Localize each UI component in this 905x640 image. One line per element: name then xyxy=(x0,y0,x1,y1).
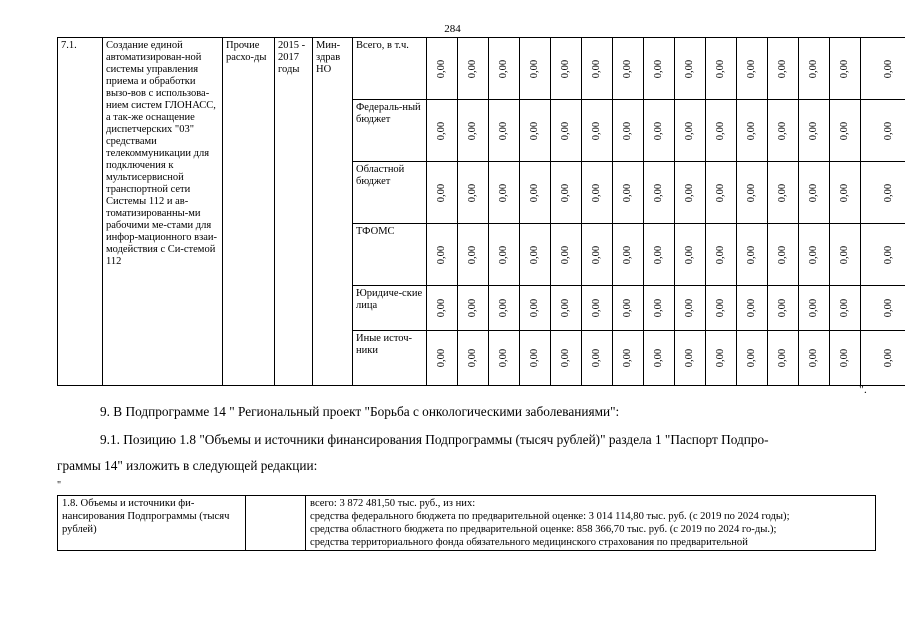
value-cell xyxy=(706,100,737,162)
value-cell xyxy=(644,38,675,100)
value-text: 0,00 xyxy=(715,59,726,78)
value-cell xyxy=(799,38,830,100)
value-cell xyxy=(582,100,613,162)
value-text: 0,00 xyxy=(883,121,895,140)
value-text: 0,00 xyxy=(498,348,509,368)
value-cell xyxy=(520,162,551,224)
value-cell xyxy=(427,286,458,331)
value-text: 0,00 xyxy=(436,298,447,318)
value-cell xyxy=(830,286,861,331)
value-cell xyxy=(520,224,551,286)
value-text: 0,00 xyxy=(653,59,664,78)
value-cell xyxy=(458,38,489,100)
value-cell xyxy=(582,38,613,100)
value-text: 0,00 xyxy=(591,59,602,78)
value-text: 0,00 xyxy=(883,59,895,78)
value-text: 0,00 xyxy=(560,348,571,368)
executor-cell: Мин-здрав НО xyxy=(313,38,353,386)
paragraph-9: 9. В Подпрограмме 14 " Региональный проект "Борьба с онкологическими заболеваниями": xyxy=(100,404,620,419)
value-text: 0,00 xyxy=(808,245,819,264)
value-text: 0,00 xyxy=(622,298,633,318)
value-cell xyxy=(458,100,489,162)
value-text: 0,00 xyxy=(808,121,819,140)
source-cell: Областной бюджет xyxy=(353,162,427,224)
passport-empty-cell xyxy=(246,496,306,551)
value-text: 0,00 xyxy=(622,59,633,78)
value-cell xyxy=(644,100,675,162)
passport-line: средства федерального бюджета по предварительной оценке: 3 014 114,80 тыс. руб. (с 2019 по 2024 годы); xyxy=(310,511,790,522)
source-cell: ТФОМС xyxy=(353,224,427,286)
value-text: 0,00 xyxy=(839,183,850,202)
value-text: 0,00 xyxy=(467,348,478,368)
value-text: 0,00 xyxy=(684,183,695,202)
value-cell xyxy=(830,38,861,100)
value-cell xyxy=(551,38,582,100)
value-text: 0,00 xyxy=(777,298,788,318)
value-cell xyxy=(489,331,520,386)
value-text: 0,00 xyxy=(653,183,664,202)
value-cell xyxy=(861,286,905,331)
value-text: 0,00 xyxy=(883,183,895,202)
value-cell xyxy=(768,162,799,224)
passport-line: всего: 3 872 481,50 тыс. руб., из них: xyxy=(310,498,476,509)
value-text: 0,00 xyxy=(746,183,757,202)
value-text: 0,00 xyxy=(746,59,757,78)
value-cell xyxy=(675,100,706,162)
value-cell xyxy=(551,100,582,162)
value-text: 0,00 xyxy=(436,59,447,78)
value-text: 0,00 xyxy=(591,348,602,368)
value-text: 0,00 xyxy=(777,59,788,78)
value-text: 0,00 xyxy=(436,245,447,264)
value-cell xyxy=(675,38,706,100)
value-text: 0,00 xyxy=(529,183,540,202)
value-cell xyxy=(520,38,551,100)
value-cell xyxy=(458,224,489,286)
value-text: 0,00 xyxy=(715,348,726,368)
value-cell xyxy=(830,331,861,386)
value-text: 0,00 xyxy=(839,121,850,140)
value-cell xyxy=(551,331,582,386)
value-text: 0,00 xyxy=(591,121,602,140)
value-cell xyxy=(861,38,905,100)
value-text: 0,00 xyxy=(436,183,447,202)
value-cell xyxy=(458,162,489,224)
value-cell xyxy=(861,100,905,162)
value-cell xyxy=(830,224,861,286)
value-text: 0,00 xyxy=(883,245,895,264)
value-cell xyxy=(768,224,799,286)
value-cell xyxy=(799,100,830,162)
value-cell xyxy=(706,224,737,286)
value-text: 0,00 xyxy=(684,245,695,264)
value-cell xyxy=(520,100,551,162)
value-text: 0,00 xyxy=(808,298,819,318)
value-text: 0,00 xyxy=(715,121,726,140)
value-text: 0,00 xyxy=(653,298,664,318)
value-cell xyxy=(799,286,830,331)
value-text: 0,00 xyxy=(883,348,895,368)
value-cell xyxy=(582,162,613,224)
value-text: 0,00 xyxy=(560,245,571,264)
value-cell xyxy=(737,162,768,224)
value-text: 0,00 xyxy=(777,183,788,202)
value-text: 0,00 xyxy=(591,298,602,318)
value-text: 0,00 xyxy=(777,348,788,368)
value-text: 0,00 xyxy=(808,348,819,368)
value-text: 0,00 xyxy=(883,298,895,318)
value-cell xyxy=(706,286,737,331)
value-text: 0,00 xyxy=(560,298,571,318)
value-text: 0,00 xyxy=(467,121,478,140)
value-cell xyxy=(644,286,675,331)
paragraph-9-1-line2: граммы 14" изложить в следующей редакции: xyxy=(57,458,318,473)
expense-type-cell: Прочие расхо-ды xyxy=(223,38,275,386)
passport-line: средства территориального фонда обязательного медицинского страхования по предварительной xyxy=(310,537,748,548)
value-cell xyxy=(582,224,613,286)
value-text: 0,00 xyxy=(591,183,602,202)
value-text: 0,00 xyxy=(560,121,571,140)
value-cell xyxy=(613,162,644,224)
value-text: 0,00 xyxy=(777,245,788,264)
opening-quote: " xyxy=(57,480,62,491)
value-cell xyxy=(861,162,905,224)
value-text: 0,00 xyxy=(839,245,850,264)
financing-table xyxy=(57,37,905,386)
value-text: 0,00 xyxy=(529,348,540,368)
value-cell xyxy=(799,224,830,286)
source-cell: Юридиче-ские лица xyxy=(353,286,427,331)
value-text: 0,00 xyxy=(622,348,633,368)
value-cell xyxy=(582,331,613,386)
value-cell xyxy=(830,100,861,162)
passport-value xyxy=(306,496,876,551)
value-cell xyxy=(613,224,644,286)
value-text: 0,00 xyxy=(746,121,757,140)
value-text: 0,00 xyxy=(498,59,509,78)
source-cell: Всего, в т.ч. xyxy=(353,38,427,100)
value-text: 0,00 xyxy=(622,245,633,264)
value-text: 0,00 xyxy=(529,298,540,318)
value-cell xyxy=(861,224,905,286)
value-text: 0,00 xyxy=(839,348,850,368)
value-cell xyxy=(582,286,613,331)
value-cell xyxy=(768,38,799,100)
row-number-cell: 7.1. xyxy=(58,38,103,386)
description-cell: Создание единой автоматизирован-ной системы управления приема и обработки вызо-вов с использова-нием систем ГЛОНАСС, а так-же оснащение диспетчерских "03" средствами телекоммуникации для подключения к мультисервисной транспортной сети Системы 112 и ав-томатизированны-ми рабочими ме-стами для инфор-мационного взаи-модействия с Си-стемой 112 xyxy=(103,38,223,386)
value-text: 0,00 xyxy=(498,298,509,318)
value-text: 0,00 xyxy=(839,298,850,318)
value-cell xyxy=(427,331,458,386)
value-cell xyxy=(644,224,675,286)
value-cell xyxy=(706,38,737,100)
value-text: 0,00 xyxy=(622,121,633,140)
value-text: 0,00 xyxy=(808,183,819,202)
value-cell xyxy=(489,224,520,286)
value-cell xyxy=(737,331,768,386)
value-text: 0,00 xyxy=(498,183,509,202)
value-cell xyxy=(737,286,768,331)
value-text: 0,00 xyxy=(653,121,664,140)
value-cell xyxy=(644,162,675,224)
table-row xyxy=(58,38,905,100)
source-cell: Федераль-ный бюджет xyxy=(353,100,427,162)
value-cell xyxy=(427,162,458,224)
value-cell xyxy=(427,38,458,100)
value-text: 0,00 xyxy=(684,59,695,78)
value-text: 0,00 xyxy=(560,183,571,202)
value-cell xyxy=(768,331,799,386)
value-text: 0,00 xyxy=(808,59,819,78)
value-text: 0,00 xyxy=(715,245,726,264)
value-text: 0,00 xyxy=(467,183,478,202)
value-text: 0,00 xyxy=(560,59,571,78)
value-cell xyxy=(613,100,644,162)
value-cell xyxy=(675,286,706,331)
value-cell xyxy=(737,224,768,286)
value-text: 0,00 xyxy=(684,121,695,140)
value-text: 0,00 xyxy=(839,59,850,78)
value-text: 0,00 xyxy=(746,348,757,368)
source-cell: Иные источ-ники xyxy=(353,331,427,386)
value-cell xyxy=(489,162,520,224)
value-cell xyxy=(706,162,737,224)
value-text: 0,00 xyxy=(684,298,695,318)
value-cell xyxy=(458,286,489,331)
value-cell xyxy=(799,162,830,224)
value-text: 0,00 xyxy=(436,121,447,140)
passport-label: 1.8. Объемы и источники фи-нансирования Подпрограммы (тысяч рублей) xyxy=(58,496,246,551)
value-text: 0,00 xyxy=(498,121,509,140)
closing-quote: ". xyxy=(859,382,867,396)
value-text: 0,00 xyxy=(467,245,478,264)
value-cell xyxy=(706,331,737,386)
value-cell xyxy=(830,162,861,224)
value-cell xyxy=(768,100,799,162)
value-cell xyxy=(489,38,520,100)
value-cell xyxy=(613,38,644,100)
value-text: 0,00 xyxy=(436,348,447,368)
paragraph-9-1-line1: 9.1. Позицию 1.8 "Объемы и источники финансирования Подпрограммы (тысяч рублей)" раздела 1 "Паспорт Подпро- xyxy=(100,432,769,447)
value-cell xyxy=(458,331,489,386)
value-text: 0,00 xyxy=(529,245,540,264)
value-text: 0,00 xyxy=(467,59,478,78)
value-text: 0,00 xyxy=(777,121,788,140)
period-cell: 2015 - 2017 годы xyxy=(275,38,313,386)
value-text: 0,00 xyxy=(591,245,602,264)
value-text: 0,00 xyxy=(529,121,540,140)
value-cell xyxy=(427,100,458,162)
passport-table xyxy=(57,495,876,551)
value-text: 0,00 xyxy=(715,183,726,202)
value-text: 0,00 xyxy=(746,245,757,264)
value-text: 0,00 xyxy=(684,348,695,368)
value-text: 0,00 xyxy=(529,59,540,78)
value-text: 0,00 xyxy=(653,348,664,368)
value-cell xyxy=(613,331,644,386)
value-cell xyxy=(861,331,905,386)
value-cell xyxy=(520,286,551,331)
value-cell xyxy=(489,286,520,331)
value-cell xyxy=(737,38,768,100)
value-cell xyxy=(613,286,644,331)
value-text: 0,00 xyxy=(746,298,757,318)
value-cell xyxy=(520,331,551,386)
value-cell xyxy=(675,331,706,386)
value-cell xyxy=(551,286,582,331)
value-text: 0,00 xyxy=(498,245,509,264)
value-text: 0,00 xyxy=(715,298,726,318)
value-cell xyxy=(675,224,706,286)
value-text: 0,00 xyxy=(467,298,478,318)
value-cell xyxy=(551,162,582,224)
value-cell xyxy=(737,100,768,162)
value-cell xyxy=(489,100,520,162)
value-cell xyxy=(799,331,830,386)
value-cell xyxy=(427,224,458,286)
value-cell xyxy=(644,331,675,386)
value-text: 0,00 xyxy=(622,183,633,202)
page-number: 284 xyxy=(444,23,461,35)
value-text: 0,00 xyxy=(653,245,664,264)
value-cell xyxy=(675,162,706,224)
passport-line: средства областного бюджета по предварительной оценке: 858 366,70 тыс. руб. (с 2019 по 2024 го-ды.); xyxy=(310,524,777,535)
value-cell xyxy=(551,224,582,286)
value-cell xyxy=(768,286,799,331)
